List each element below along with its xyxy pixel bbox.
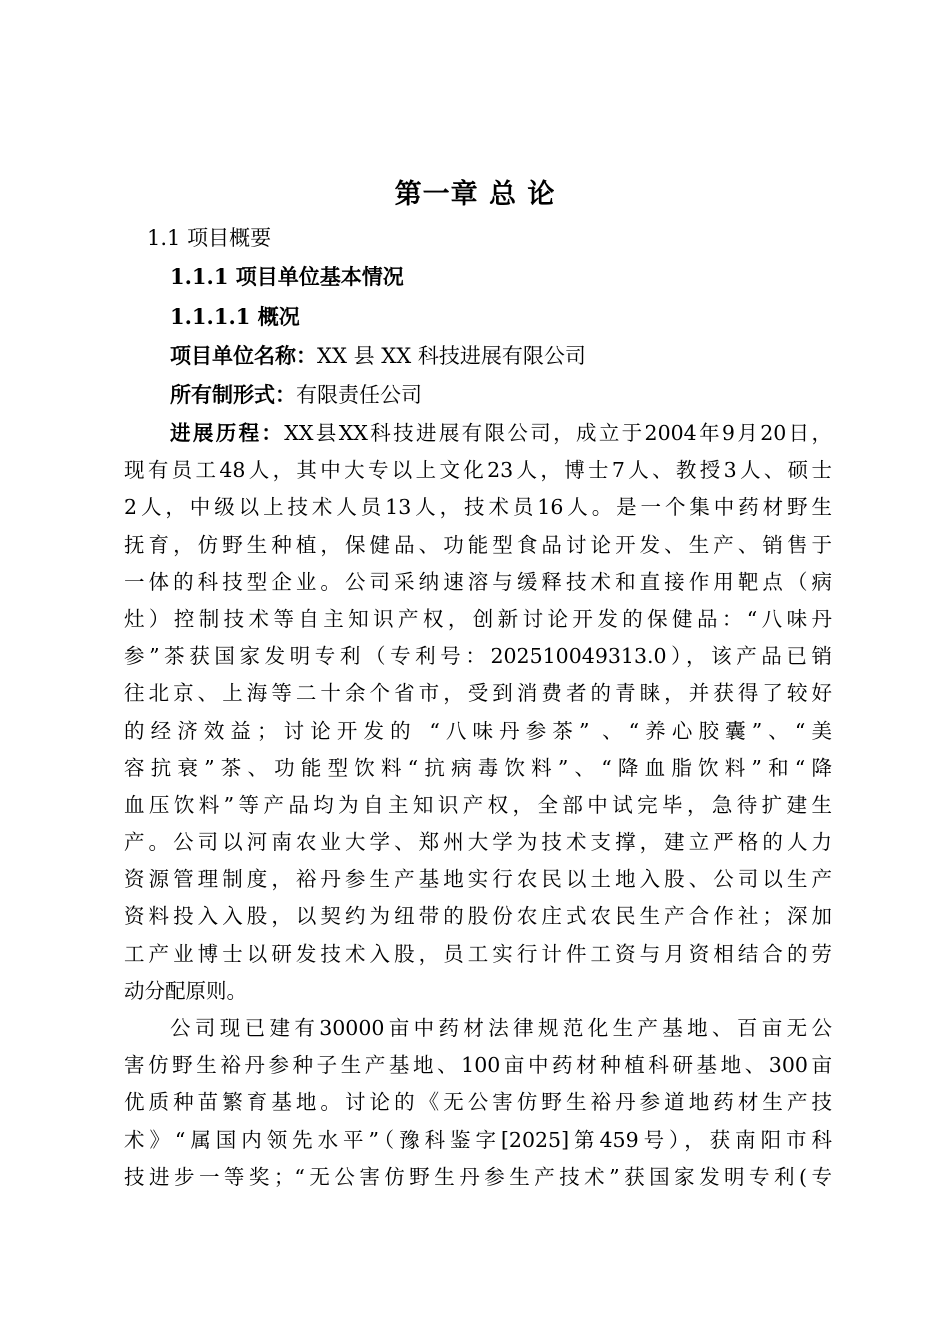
unit-name-field [170, 342, 586, 370]
paragraph-line: 一体的科技型企业。公司采纳速溶与缓释技术和直接作用靶点（病 [124, 569, 832, 594]
paragraph-line: 参”茶获国家发明专利（专利号：202510049313.0），该产品已销 [124, 644, 832, 669]
paragraph-line: 害仿野生裕丹参种子生产基地、100亩中药材种植科研基地、300亩 [124, 1053, 832, 1078]
history-label: 进展历程： [170, 421, 285, 445]
paragraph-line: 往北京、上海等二十余个省市，受到消费者的青睐，并获得了较好 [124, 681, 832, 706]
history-paragraph [124, 415, 832, 1010]
paragraph-line: 技进步一等奖；“无公害仿野生丹参生产技术”获国家发明专利(专 [124, 1164, 832, 1189]
paragraph-line: 优质种苗繁育基地。讨论的《无公害仿野生裕丹参道地药材生产技 [124, 1090, 832, 1115]
section-heading-1-1-1-1: 1.1.1.1 概况 [170, 304, 300, 329]
paragraph-line: 资料投入入股，以契约为纽带的股份农庄式农民生产合作社；深加 [124, 904, 832, 929]
paragraph-line: 工产业博士以研发技术入股，员工实行计件工资与月资相结合的劳 [124, 941, 832, 966]
paragraph-line: 现有员工48人，其中大专以上文化23人，博士7人、教授3人、硕士 [124, 458, 832, 483]
paragraph-line: 血压饮料”等产品均为自主知识产权，全部中试完毕，急待扩建生 [124, 792, 832, 817]
paragraph-line: 2人，中级以上技术人员13人，技术员16人。是一个集中药材野生 [124, 495, 832, 520]
paragraph-line: 抚育，仿野生种植，保健品、功能型食品讨论开发、生产、销售于 [124, 532, 832, 557]
history-first-line-text: XX县XX科技进展有限公司，成立于2004年9月20日， [284, 421, 832, 445]
paragraph-line: 灶）控制技术等自主知识产权，创新讨论开发的保健品：“八味丹 [124, 606, 832, 631]
unit-name-label: 项目单位名称： [170, 343, 317, 368]
chapter-title: 第一章 总 论 [394, 179, 556, 210]
paragraph-line: 资源管理制度，裕丹参生产基地实行农民以土地入股、公司以生产 [124, 867, 832, 892]
section-heading-1-1: 1.1 项目概要 [147, 226, 272, 250]
paragraph-line: 容抗衰”茶、功能型饮料“抗病毒饮料”、“降血脂饮料”和“降 [124, 755, 832, 780]
unit-name-value: XX 县 XX 科技进展有限公司 [317, 344, 586, 368]
ownership-value: 有限责任公司 [296, 383, 422, 407]
history-first-line [124, 415, 832, 452]
paragraph-line: 公司现已建有30000亩中药材法律规范化生产基地、百亩无公 [170, 1016, 832, 1040]
ownership-label: 所有制形式： [170, 382, 296, 407]
paragraph-line: 动分配原则。 [124, 978, 247, 1003]
ownership-field [170, 381, 422, 409]
paragraph-line: 产。公司以河南农业大学、郑州大学为技术支撑，建立严格的人力 [124, 830, 832, 855]
base-construction-paragraph [124, 1010, 832, 1196]
paragraph-line: 术》“属国内领先水平”（豫科鉴字[2025]第459号），获南阳市科 [124, 1127, 832, 1152]
section-heading-1-1-1: 1.1.1 项目单位基本情况 [170, 264, 404, 289]
paragraph-line: 的经济效益；讨论开发的 “八味丹参茶” 、“养心胶囊”、“美 [124, 718, 832, 743]
